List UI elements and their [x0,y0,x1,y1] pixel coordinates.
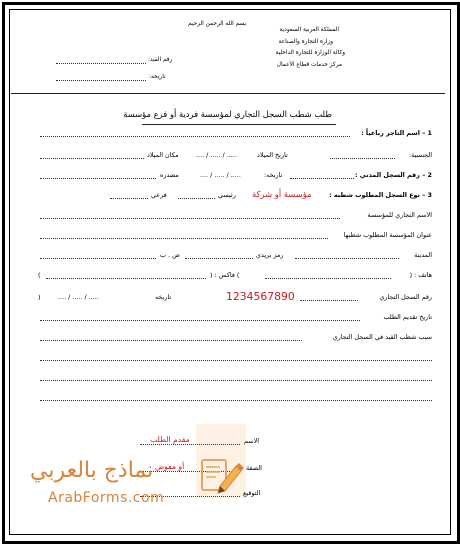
ministry-line-3: وكالة الوزارة للتجارة الداخلية [275,50,345,56]
cr-date-paren: ( [38,293,41,301]
reason-label: سبب شطب القيد في السجل التجاري [332,333,432,341]
ministry-line-2: وزارة التجارة والصناعة [278,39,333,45]
header-divider [11,93,445,94]
birth-place-label: مكان الميلاد [147,151,179,159]
signature-label: التوقيع [243,489,261,497]
basmala: بسم الله الرحمن الرحيم [188,21,247,27]
applicant-name-label: الاسم [244,437,260,445]
birth-date-value[interactable]: .... / ..... / ..... [196,151,237,159]
birth-date-label: تاريخ الميلاد [257,151,288,159]
submission-date-label: تاريخ تقديم الطلب [383,313,432,321]
watermark-latin: ArabForms.com [48,490,165,506]
reason-field-line-1[interactable] [40,340,302,341]
trade-name-field[interactable] [40,218,340,219]
watermark-arabic: نماذج بالعربي [30,458,154,483]
cr-type-label: 3 – نوع السجل المطلوب شطبه : [329,191,432,199]
merchant-name-label: 1 – اسم التاجر رباعياً : [361,129,432,137]
reason-field-line-3[interactable] [40,380,432,381]
establishment-address-label: عنوان المؤسسة المطلوب شطبها [343,231,432,239]
applicant-name-field[interactable] [140,444,240,445]
city-label: المدينة [414,251,432,259]
fax-field[interactable] [46,278,206,279]
nationality-label: الجنسية: [409,151,432,159]
city-field[interactable] [295,258,399,259]
birth-place-field[interactable] [40,158,144,159]
postal-code-field[interactable] [185,258,253,259]
reg-no-label: رقم القيد: [148,57,173,63]
branch-label: فرعي [151,191,167,199]
phone-label: هاتف : ( [409,271,432,279]
establishment-address-field[interactable] [40,238,328,239]
branch-field[interactable] [110,198,148,199]
reg-date-field[interactable] [56,80,146,81]
main-field[interactable] [178,198,215,199]
pencil-paper-icon [196,452,244,500]
civil-source-field[interactable] [40,178,156,179]
reg-no-field[interactable] [56,63,146,64]
reason-field-line-4[interactable] [40,400,432,401]
civil-no-field[interactable] [290,178,354,179]
po-box-field[interactable] [40,258,156,259]
civil-date-value[interactable]: .... / ..... / ..... [200,171,241,179]
submission-date-field[interactable] [40,320,360,321]
merchant-name-field[interactable] [40,136,350,137]
civil-no-label: 2 – رقم السجل المدني : [354,171,432,179]
civil-source-label: مصدره [160,171,179,179]
civil-date-label: تاريخه: [264,171,283,179]
fax-label: ) فاكس : ( [210,271,240,279]
nationality-field[interactable] [330,158,395,159]
title-underline [142,124,336,125]
ministry-line-1: المملكة العربية السعودية [279,27,339,33]
reason-field-line-2[interactable] [40,360,432,361]
cr-number-value[interactable]: 1234567890 [226,290,295,303]
postal-code-label: رمز بريدي [256,251,284,259]
applicant-name-value[interactable]: مقدم الطلب [150,435,190,444]
cr-date-value[interactable]: .... / ..... / ..... [58,293,99,301]
phone-field[interactable] [265,278,391,279]
capacity-label: الصفة [246,464,262,472]
cr-type-value[interactable]: مؤسسة أو شركة [252,189,312,199]
reg-date-label: تاريخه: [149,74,166,80]
ministry-line-4: مركز خدمات قطاع الأعمال [276,62,342,68]
fax-paren: ) [38,271,41,279]
cr-date-label: تاريخه [155,293,172,301]
cr-number-label: رقم السجل التجاري [379,293,432,301]
capacity-value[interactable]: أو مفوض [155,462,185,471]
trade-name-label: الاسم التجاري للمؤسسة [367,211,432,219]
po-box-label: ص . ب [160,251,180,259]
form-title: طلب شطب السجل التجاري لمؤسسة فردية أو فرع مؤسسة [123,109,332,119]
cr-number-field[interactable] [300,300,358,301]
main-label: رئيسي [218,191,236,199]
